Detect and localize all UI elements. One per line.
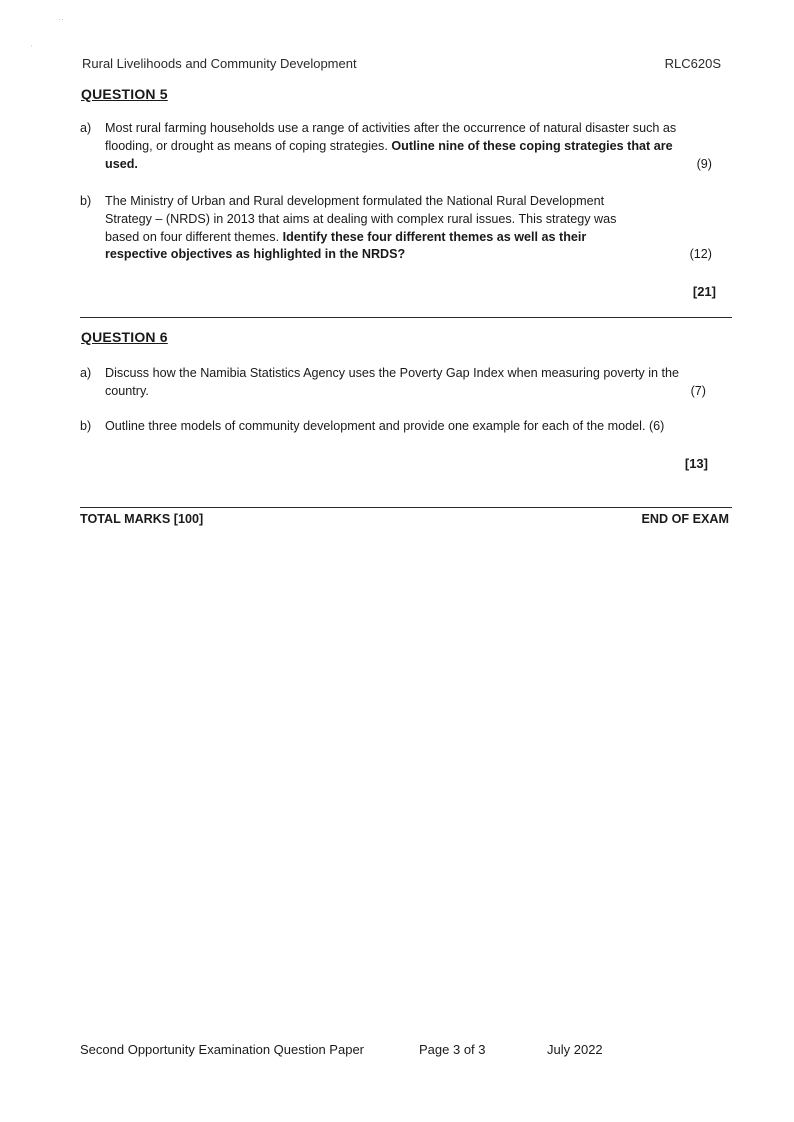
footer-paper-title: Second Opportunity Examination Question Paper [80, 1042, 365, 1057]
question-5a [80, 120, 714, 173]
footer-date: July 2022 [547, 1042, 603, 1057]
total-marks: TOTAL MARKS [100] [80, 512, 204, 526]
question-5-title: QUESTION 5 [81, 86, 168, 102]
question-5b-mark: (12) [689, 247, 712, 262]
end-of-exam: END OF EXAM [641, 512, 729, 526]
question-6a [80, 365, 714, 401]
divider [80, 317, 732, 318]
question-5b-instruction: Identify these four different themes as well as their respective objectives as highlighted in the NRDS? [105, 229, 587, 262]
divider [80, 507, 732, 508]
question-6-total: [13] [684, 456, 708, 471]
scan-speck: ˊ [30, 44, 33, 54]
question-6b [80, 418, 714, 436]
course-title: Rural Livelihoods and Community Development [82, 56, 357, 71]
question-6-title: QUESTION 6 [81, 329, 168, 345]
question-6b-mark: (6) [648, 419, 665, 433]
question-6a-mark: (7) [690, 383, 706, 398]
footer-page-number: Page 3 of 3 [419, 1042, 486, 1057]
item-label: b) [80, 419, 92, 433]
scan-speck: ·· [58, 14, 64, 24]
item-label: b) [80, 194, 92, 208]
question-5a-mark: (9) [696, 156, 712, 171]
item-label: a) [80, 121, 92, 135]
item-label: a) [80, 366, 92, 380]
question-6a-text: Discuss how the Namibia Statistics Agency uses the Poverty Gap Index when measuring poverty in the country. [105, 366, 679, 398]
question-5b-text: The Ministry of Urban and Rural development formulated the National Rural Development Strategy – (NRDS) in 2013 that aims at dealing with complex rural issues. This strategy was based on four different themes. [105, 194, 617, 244]
question-5a-instruction: Outline nine of these coping strategies that are used. [105, 138, 673, 171]
course-code: RLC620S [664, 56, 721, 71]
question-5b [80, 193, 714, 264]
question-5a-text: Most rural farming households use a range of activities after the occurrence of natural disaster such as flooding, or drought as means of coping strategies. [105, 121, 677, 153]
question-5-total: [21] [692, 284, 716, 299]
question-6b-text: Outline three models of community development and provide one example for each of the model. [105, 419, 646, 433]
